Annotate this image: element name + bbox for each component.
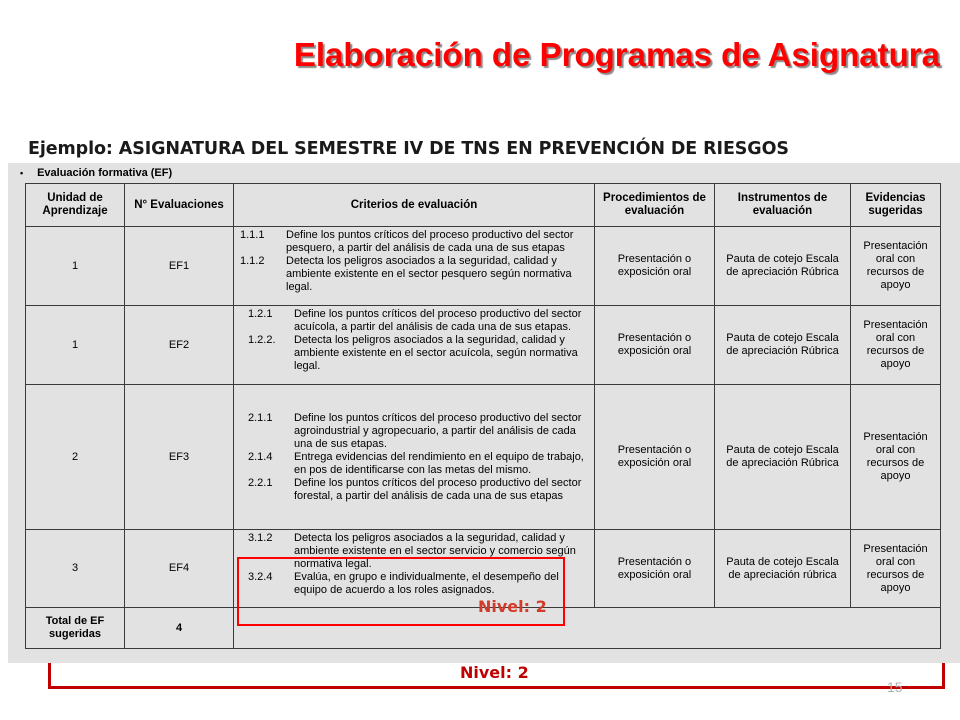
criterion-item: 3.2.4 Evalúa, en grupo e individualmente, el desempeño del equipo de acuerdo a los roles asignados. <box>248 571 559 596</box>
cell-instrumento: Pauta de cotejo Escala de apreciación Rúbrica <box>715 227 851 306</box>
cell-procedimiento: Presentación o exposición oral <box>595 227 715 306</box>
header-instrumentos: Instrumentos de evaluación <box>715 184 851 227</box>
cell-unidad: 1 <box>26 306 125 385</box>
cell-unidad: 2 <box>26 385 125 530</box>
table-row <box>26 306 941 385</box>
table-row <box>26 385 941 530</box>
header-procedimientos: Procedimientos de evaluación <box>595 184 715 227</box>
outer-nivel-label: Nivel: 2 <box>460 663 529 682</box>
cell-evidencia: Presentación oral con recursos de apoyo <box>851 306 941 385</box>
criterion-item: 2.2.1 Define los puntos críticos del proceso productivo del sector forestal, a partir del análisis de cada una de sus etapas <box>248 476 582 502</box>
cell-unidad: 1 <box>26 227 125 306</box>
highlight-nivel-label: Nivel: 2 <box>478 597 547 616</box>
cell-instrumento: Pauta de cotejo Escala de apreciación Rúbrica <box>715 385 851 530</box>
cell-evidencia: Presentación oral con recursos de apoyo <box>851 385 941 530</box>
cell-procedimiento: Presentación o exposición oral <box>595 306 715 385</box>
cell-instrumento: Pauta de cotejo Escala de apreciación rúbrica <box>715 530 851 608</box>
header-criterios: Criterios de evaluación <box>234 184 595 227</box>
cell-procedimiento: Presentación o exposición oral <box>595 530 715 608</box>
cell-evidencia: Presentación oral con recursos de apoyo <box>851 227 941 306</box>
cell-evaluacion: EF4 <box>125 530 234 608</box>
cell-criterios <box>234 227 595 306</box>
cell-instrumento: Pauta de cotejo Escala de apreciación Rúbrica <box>715 306 851 385</box>
criterion-item: 1.1.2 Detecta los peligros asociados a la seguridad, calidad y ambiente existente en el sector pesquero según normativa legal. <box>240 255 572 293</box>
criterion-item: 3.1.2 Detecta los peligros asociados a la seguridad, calidad y ambiente existente en el sector servicio y comercio según normativa legal. <box>248 532 576 570</box>
slide-subtitle: Ejemplo: ASIGNATURA DEL SEMESTRE IV DE TNS EN PREVENCIÓN DE RIESGOS <box>28 139 789 159</box>
slide-title: Elaboración de Programas de Asignatura <box>293 36 940 73</box>
cell-evaluacion: EF2 <box>125 306 234 385</box>
cell-criterios <box>234 385 595 530</box>
bullet-icon: • <box>20 168 24 178</box>
table-header-row <box>26 184 941 227</box>
section-bullet <box>20 167 172 179</box>
criterion-item: 1.2.1 Define los puntos críticos del proceso productivo del sector acuícola, a partir del análisis de cada una de sus etapas. <box>248 308 582 333</box>
cell-procedimiento: Presentación o exposición oral <box>595 385 715 530</box>
cell-evaluacion: EF3 <box>125 385 234 530</box>
criterion-item: 1.2.2. Detecta los peligros asociados a la seguridad, calidad y ambiente existente en el sector acuícola, según normativa legal. <box>248 334 578 372</box>
header-evaluaciones: N° Evaluaciones <box>125 184 234 227</box>
total-label: Total de EF sugeridas <box>26 608 125 649</box>
criterion-item: 2.1.1 Define los puntos críticos del proceso productivo del sector agroindustrial y agropecuario, a partir del análisis de cada una de sus etapas. <box>248 411 582 450</box>
header-evidencias: Evidencias sugeridas <box>851 184 941 227</box>
cell-criterios <box>234 306 595 385</box>
page-number: 15 <box>887 679 903 695</box>
section-bullet-label: Evaluación formativa (EF) <box>37 167 173 179</box>
cell-unidad: 3 <box>26 530 125 608</box>
table-row <box>26 227 941 306</box>
header-unidad: Unidad de Aprendizaje <box>26 184 125 227</box>
cell-evaluacion: EF1 <box>125 227 234 306</box>
criterion-item: 1.1.1 Define los puntos críticos del proceso productivo del sector pesquero, a partir del análisis de cada una de sus etapas <box>240 229 574 254</box>
total-value: 4 <box>125 608 234 649</box>
cell-evidencia: Presentación oral con recursos de apoyo <box>851 530 941 608</box>
criterion-item: 2.1.4 Entrega evidencias del rendimiento en el equipo de trabajo, en pos de identificarse con las metas del mismo. <box>248 450 584 476</box>
